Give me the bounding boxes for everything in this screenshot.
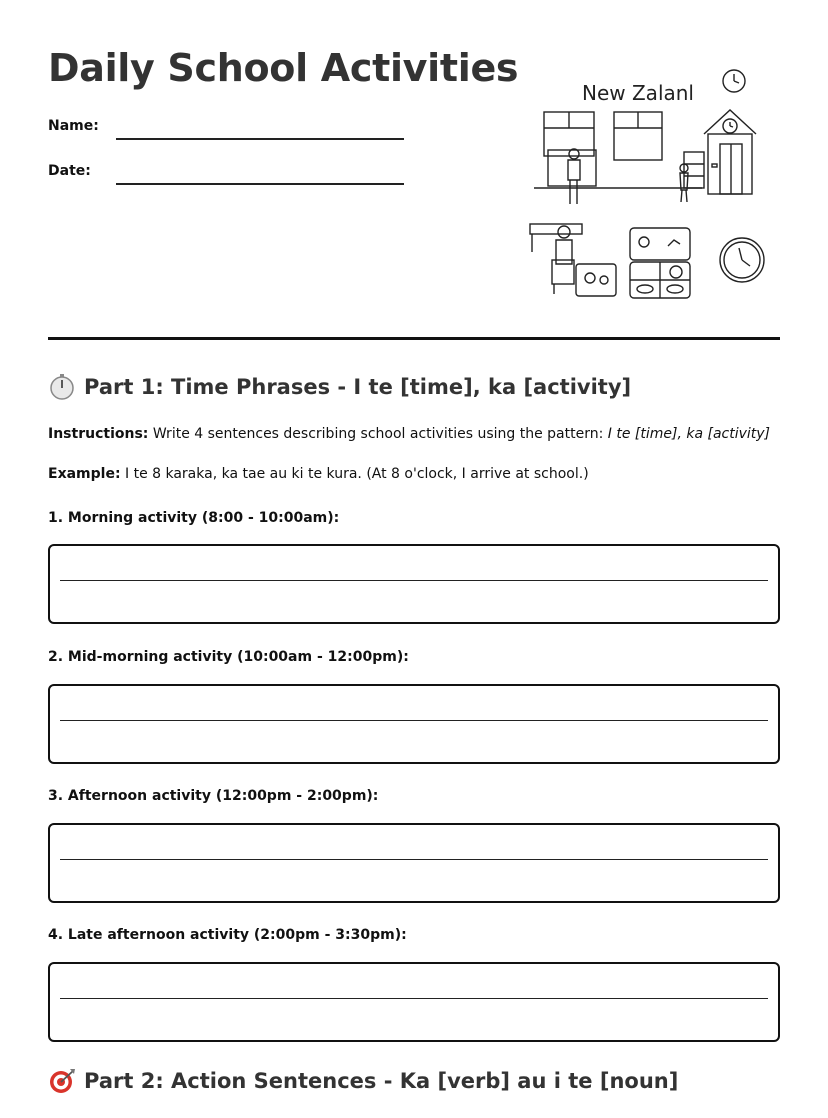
question-4-label: 4. Late afternoon activity (2:00pm - 3:30pm):: [48, 927, 407, 943]
question-3-label: 3. Afternoon activity (12:00pm - 2:00pm):: [48, 788, 379, 804]
illustration-caption: New Zalanl: [582, 81, 694, 105]
answer-box-4[interactable]: [48, 962, 780, 1042]
example-text: I te 8 karaka, ka tae au ki te kura. (At 8 o'clock, I arrive at school.): [125, 466, 589, 482]
writing-line: [60, 859, 768, 860]
part2-title: [48, 1067, 678, 1095]
question-1-label: 1. Morning activity (8:00 - 10:00am):: [48, 510, 340, 526]
writing-line: [60, 998, 768, 999]
school-scene-icon: [522, 64, 784, 304]
name-field[interactable]: [116, 138, 404, 140]
name-label: Name:: [48, 118, 99, 134]
answer-box-1[interactable]: [48, 544, 780, 624]
part2-title-text: Part 2: Action Sentences - Ka [verb] au i te [noun]: [84, 1069, 679, 1093]
stopwatch-icon: [48, 373, 76, 401]
clock-icon: [723, 70, 745, 92]
date-label: Date:: [48, 163, 91, 179]
date-field[interactable]: [116, 183, 404, 185]
instructions: [48, 426, 770, 442]
school-illustration: [522, 64, 784, 304]
lunchbox-icon: [630, 228, 690, 298]
school-building-icon: [704, 110, 756, 194]
wall-clock-icon: [720, 238, 764, 282]
target-icon: [48, 1067, 76, 1095]
instructions-label: Instructions:: [48, 426, 149, 442]
classroom-icon: [534, 112, 704, 204]
answer-box-2[interactable]: [48, 684, 780, 764]
question-2-label: 2. Mid-morning activity (10:00am - 12:00pm):: [48, 649, 409, 665]
instructions-pattern: I te [time], ka [activity]: [607, 426, 771, 442]
instructions-text: Write 4 sentences describing school activities using the pattern:: [152, 426, 604, 442]
answer-box-3[interactable]: [48, 823, 780, 903]
writing-line: [60, 580, 768, 581]
part1-title-text: Part 1: Time Phrases - I te [time], ka [activity]: [84, 375, 632, 399]
example: [48, 466, 589, 482]
writing-line: [60, 720, 768, 721]
example-label: Example:: [48, 466, 121, 482]
section-divider: [48, 337, 780, 340]
student-desk-icon: [530, 224, 616, 296]
page-title: Daily School Activities: [48, 46, 519, 90]
part1-title: [48, 373, 631, 401]
